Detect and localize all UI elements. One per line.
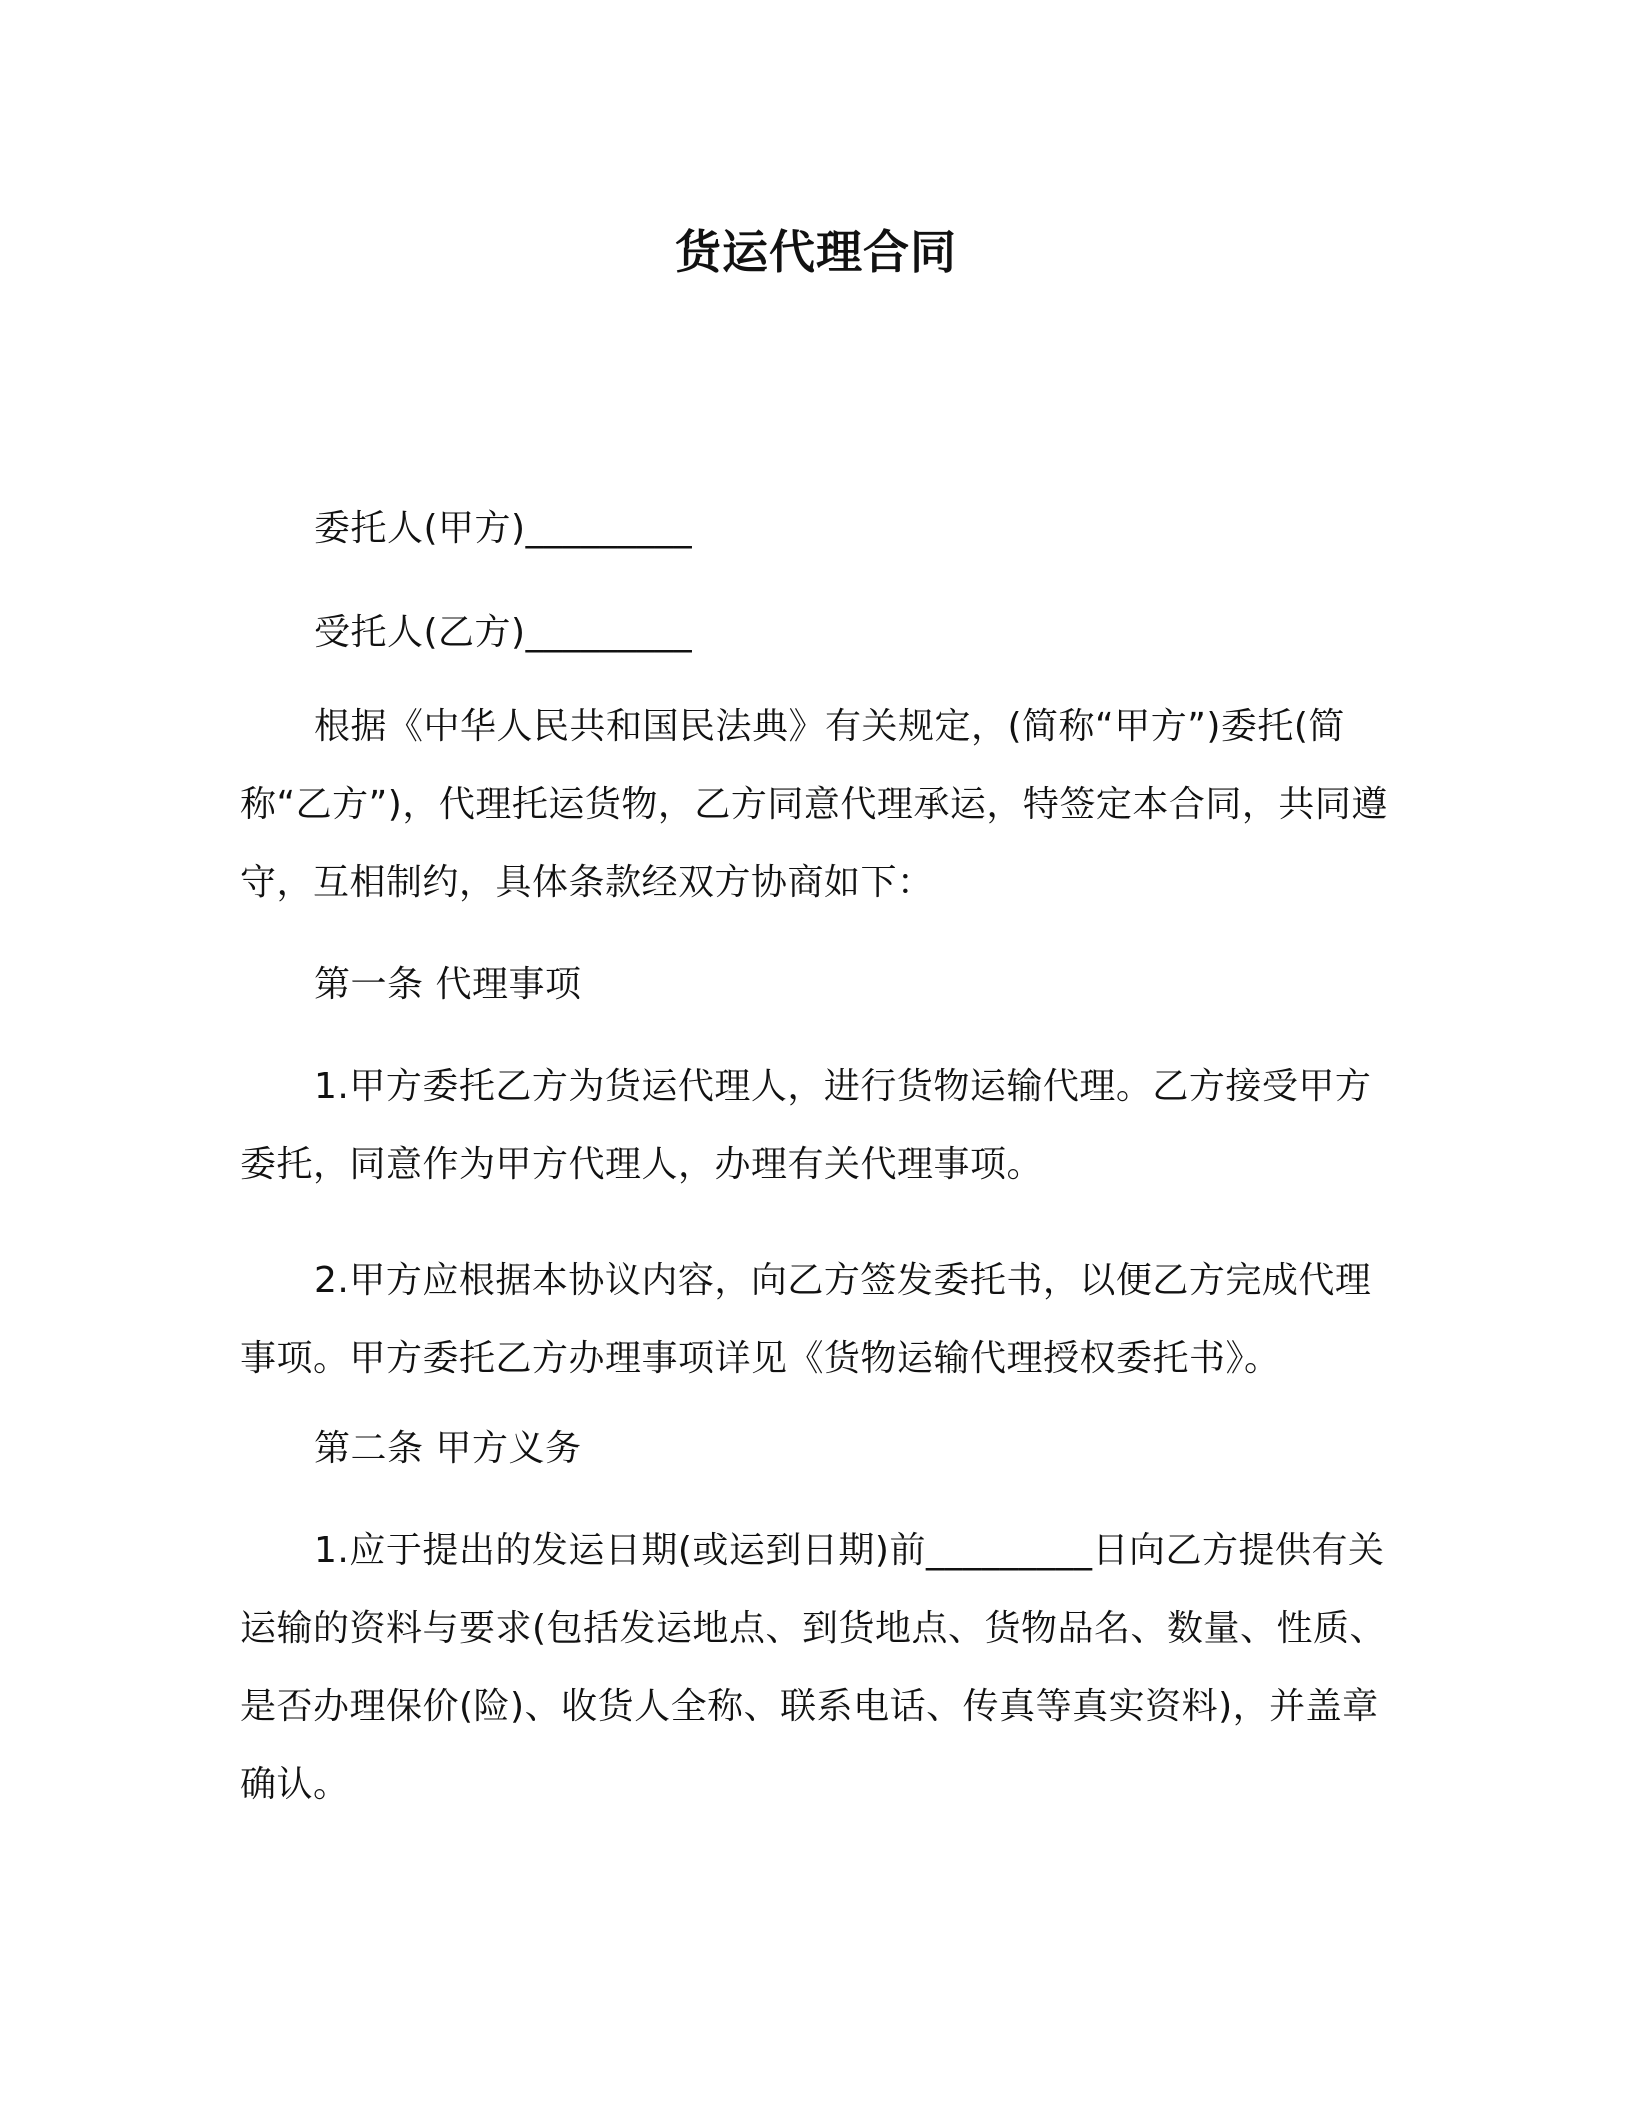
intro-paragraph: 根据《中华人民共和国民法典》有关规定，(简称“甲方”)委托(简称“乙方”)，代理托运货物，乙方同意代理承运，特签定本合同，共同遵守，互相制约，具体条款经双方协商如下： <box>240 706 1388 903</box>
party-a-line: 委托人(甲方)_________ <box>314 508 693 549</box>
article-1-heading: 第一条 代理事项 <box>314 964 582 1005</box>
party-b-line: 受托人(乙方)_________ <box>314 612 693 653</box>
article-1-item-1: 1.甲方委托乙方为货运代理人，进行货物运输代理。乙方接受甲方委托，同意作为甲方代理人，办理有关代理事项。 <box>240 1066 1372 1185</box>
article-1-item-2: 2.甲方应根据本协议内容，向乙方签发委托书，以便乙方完成代理事项。甲方委托乙方办理事项详见《货物运输代理授权委托书》。 <box>240 1260 1372 1379</box>
article-2-heading: 第二条 甲方义务 <box>314 1428 582 1469</box>
article-2-item-1: 1.应于提出的发运日期(或运到日期)前_________日向乙方提供有关运输的资料与要求(包括发运地点、到货地点、货物品名、数量、性质、是否办理保价(险)、收货人全称、联系电话、传真等真实资料)，并盖章确认。 <box>240 1530 1387 1805</box>
document-title: 货运代理合同 <box>675 225 957 279</box>
